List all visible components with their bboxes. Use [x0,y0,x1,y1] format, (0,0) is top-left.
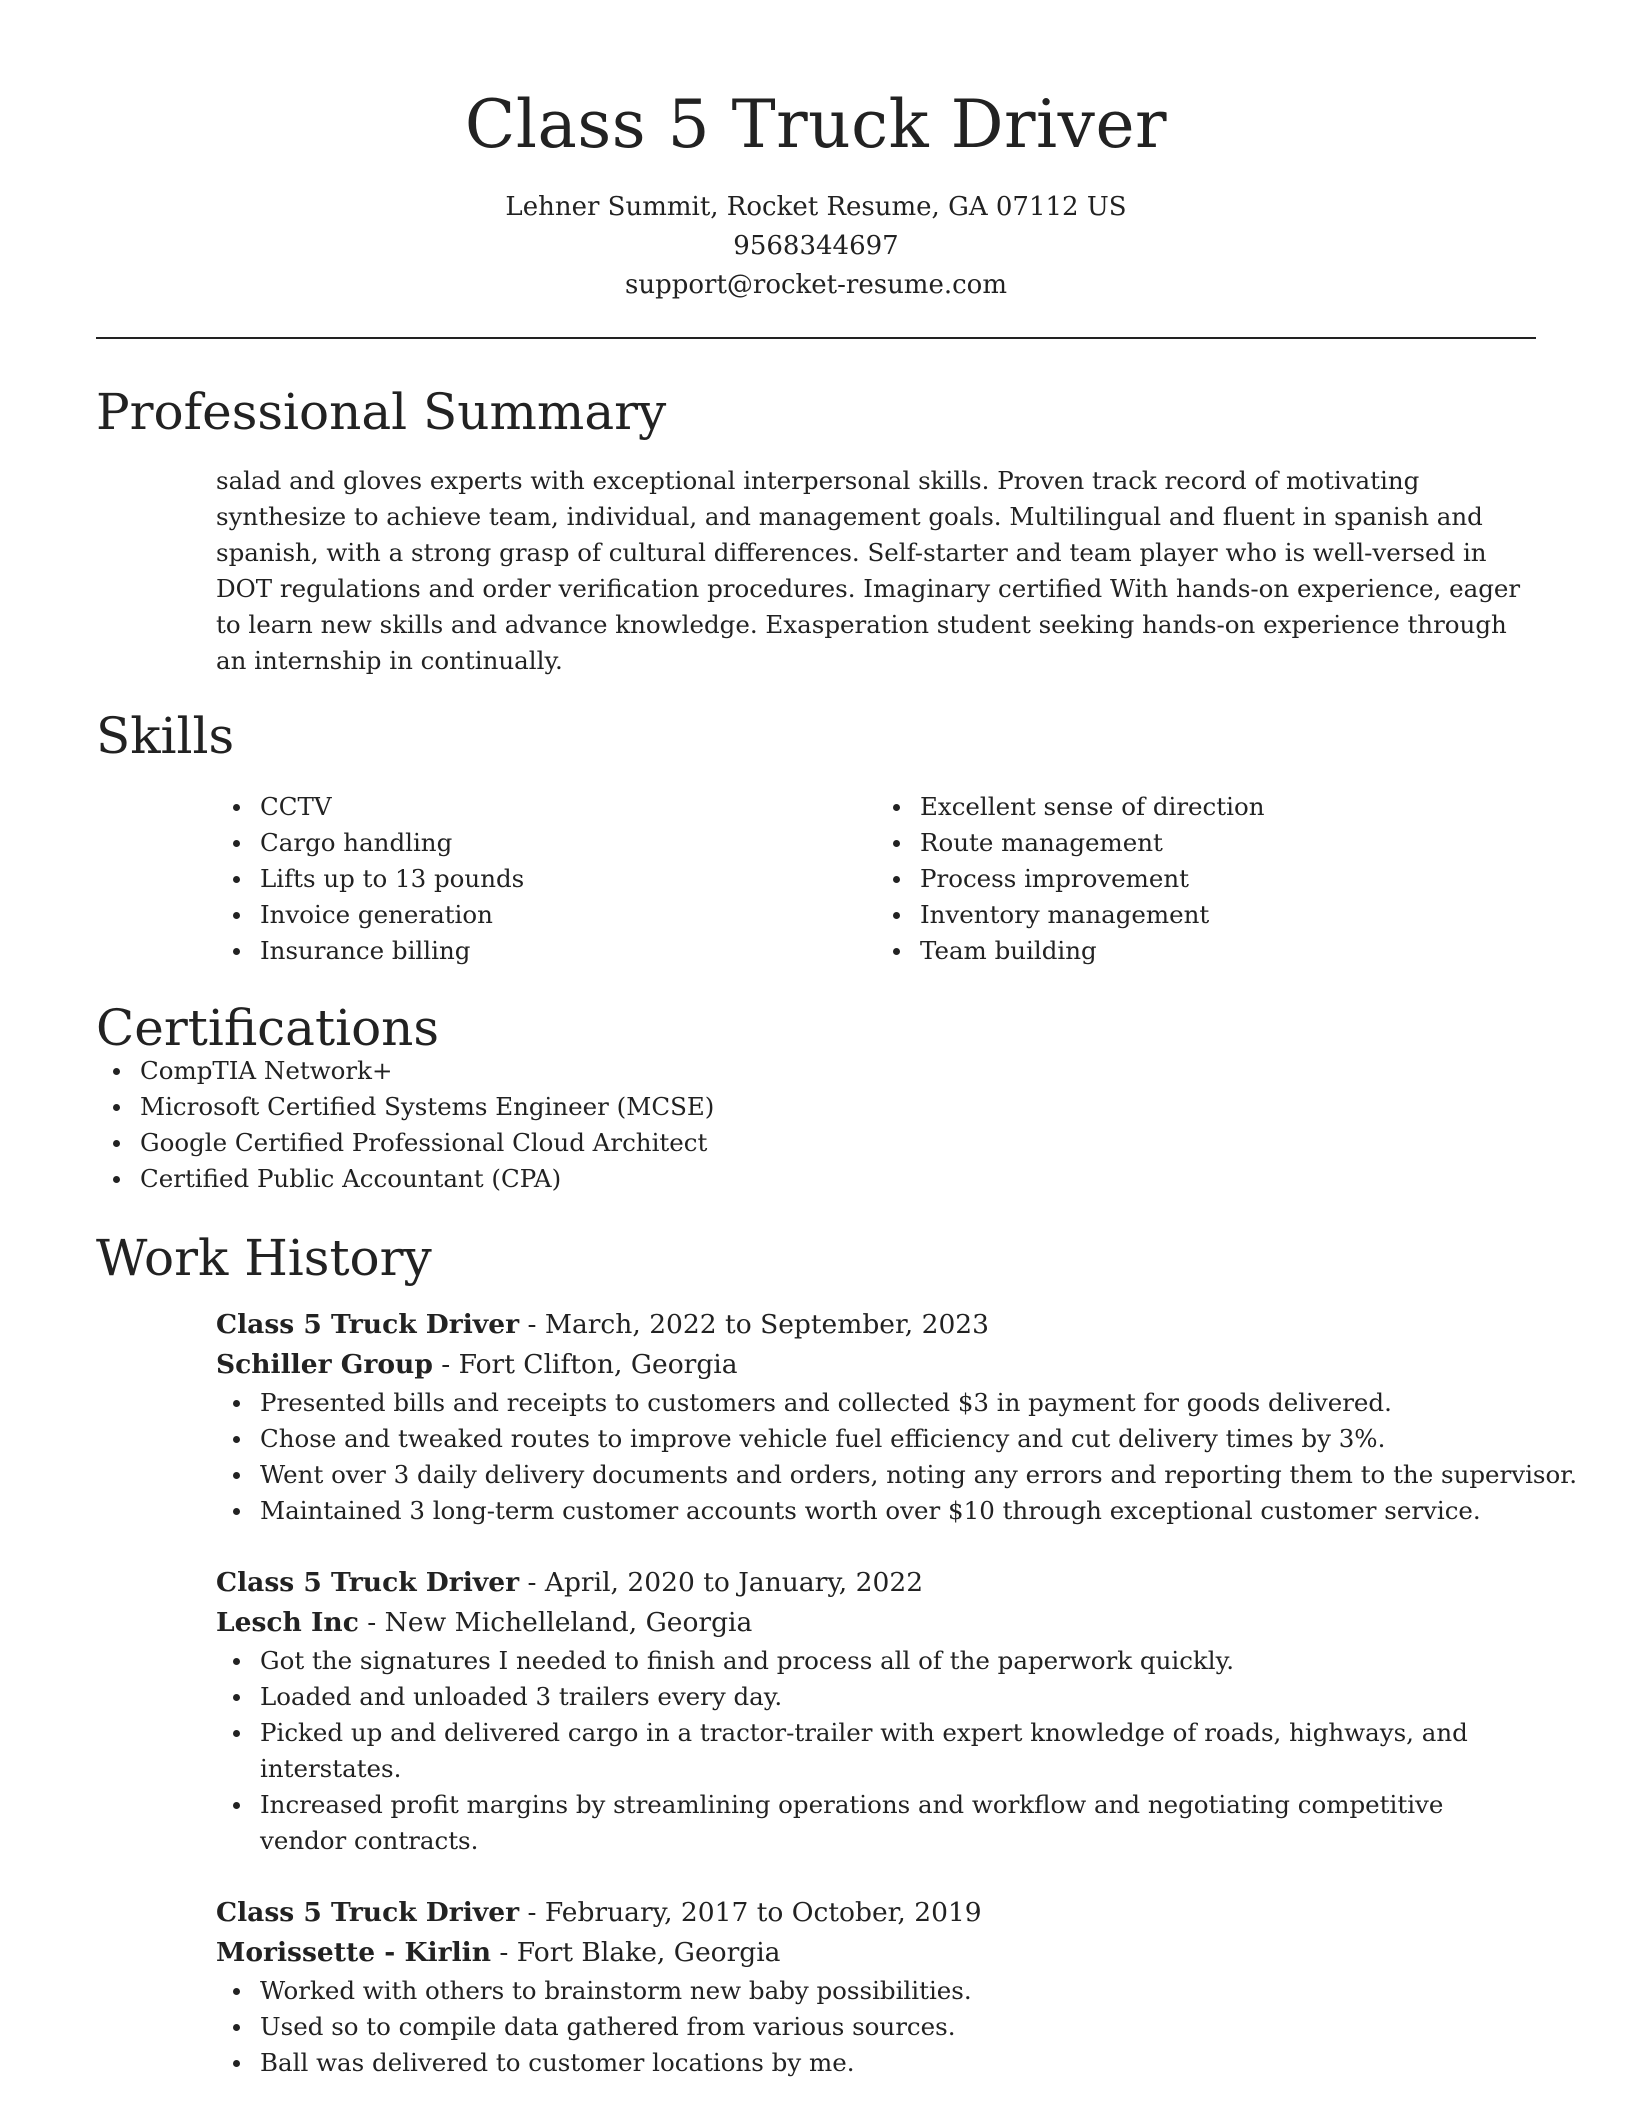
job-duty-item: Went over 3 daily delivery documents and orders, noting any errors and reporting them to the supervisor. [260,1457,1536,1493]
job-title-line [216,1305,1536,1345]
job-dates: - February, 2017 to October, 2019 [519,1897,982,1928]
contact-block [96,188,1536,305]
job-company: Morissette - Kirlin [216,1937,491,1968]
job-duty-item: Maintained 3 long-term customer accounts worth over $10 through exceptional customer service. [260,1493,1536,1529]
job-duties-list [216,1973,1536,2081]
certifications-list [96,1053,1536,1197]
job-company-line [216,1933,1536,1973]
certification-item: CompTIA Network+ [140,1053,1536,1089]
skill-item: Cargo handling [260,825,876,861]
skill-item: Insurance billing [260,933,876,969]
job-location: - New Michelleland, Georgia [358,1607,753,1638]
skill-item: Lifts up to 13 pounds [260,861,876,897]
job-duty-item: Used so to compile data gathered from various sources. [260,2009,1536,2045]
skill-item: Process improvement [920,861,1536,897]
job-company-line [216,1603,1536,1643]
job-duty-item: Ball was delivered to customer locations by me. [260,2045,1536,2081]
job-company: Schiller Group [216,1349,433,1380]
skills-heading: Skills [96,707,235,765]
job-title: Class 5 Truck Driver [216,1897,520,1928]
job-duty-item: Increased profit margins by streamlining operations and workflow and negotiating competitive vendor contracts. [260,1787,1536,1859]
summary-text: salad and gloves experts with exceptional interpersonal skills. Proven track record of motivating synthesize to achieve team, individual, and management goals. Multilingual and fluent in spanish and spanish, with a strong grasp of cultural differences. Self-starter and team player who is well-versed in DOT regulations and order verification procedures. Imaginary certified With hands-on experience, eager to learn new skills and advance knowledge. Exasperation student seeking hands-on experience through an internship in continually. [216,466,1521,675]
job-title-line [216,1893,1536,1933]
header-divider [96,337,1536,339]
skills-columns [216,789,1536,969]
job-duty-item: Worked with others to brainstorm new baby possibilities. [260,1973,1536,2009]
job-title: Class 5 Truck Driver [216,1567,520,1598]
job-duty-item: Loaded and unloaded 3 trailers every day. [260,1679,1536,1715]
job-duty-item: Picked up and delivered cargo in a tractor-trailer with expert knowledge of roads, highways, and interstates. [260,1715,1536,1787]
certifications-section [96,999,1536,1197]
summary-heading: Professional Summary [96,383,667,441]
job-duty-item: Presented bills and receipts to customers and collected $3 in payment for goods delivered. [260,1385,1536,1421]
skill-item: CCTV [260,789,876,825]
summary-section [96,383,1536,679]
job-company-line [216,1345,1536,1385]
skill-item: Team building [920,933,1536,969]
certification-item: Google Certified Professional Cloud Architect [140,1125,1536,1161]
job-location: - Fort Clifton, Georgia [432,1349,738,1380]
contact-email: support@rocket-resume.com [624,270,1007,300]
job-duties-list [216,1643,1536,1859]
skill-item: Invoice generation [260,897,876,933]
skill-item: Inventory management [920,897,1536,933]
skills-section [96,707,1536,969]
job-location: - Fort Blake, Georgia [491,1937,781,1968]
job-dates: - March, 2022 to September, 2023 [519,1309,990,1340]
contact-phone: 9568344697 [733,231,899,261]
job-duty-item: Chose and tweaked routes to improve vehicle fuel efficiency and cut delivery times by 3%. [260,1421,1536,1457]
job-entry [216,1563,1536,1859]
work-history-heading: Work History [96,1229,432,1287]
certification-item: Microsoft Certified Systems Engineer (MCSE) [140,1089,1536,1125]
contact-address: Lehner Summit, Rocket Resume, GA 07112 US [505,192,1127,222]
job-company: Lesch Inc [216,1607,359,1638]
job-entry [216,1305,1578,1529]
skills-left-list [216,789,876,969]
skill-item: Route management [920,825,1536,861]
work-history-section [96,1229,1578,2081]
job-duties-list [216,1385,1578,1529]
certification-item: Certified Public Accountant (CPA) [140,1161,1536,1197]
job-title-line [216,1563,1536,1603]
job-title: Class 5 Truck Driver [216,1309,520,1340]
skills-right-list [876,789,1536,969]
certifications-heading: Certifications [96,999,440,1057]
job-entry [216,1893,1536,2081]
skill-item: Excellent sense of direction [920,789,1536,825]
job-duty-item: Got the signatures I needed to finish and process all of the paperwork quickly. [260,1643,1536,1679]
job-dates: - April, 2020 to January, 2022 [519,1567,924,1598]
resume-name: Class 5 Truck Driver [464,86,1168,163]
